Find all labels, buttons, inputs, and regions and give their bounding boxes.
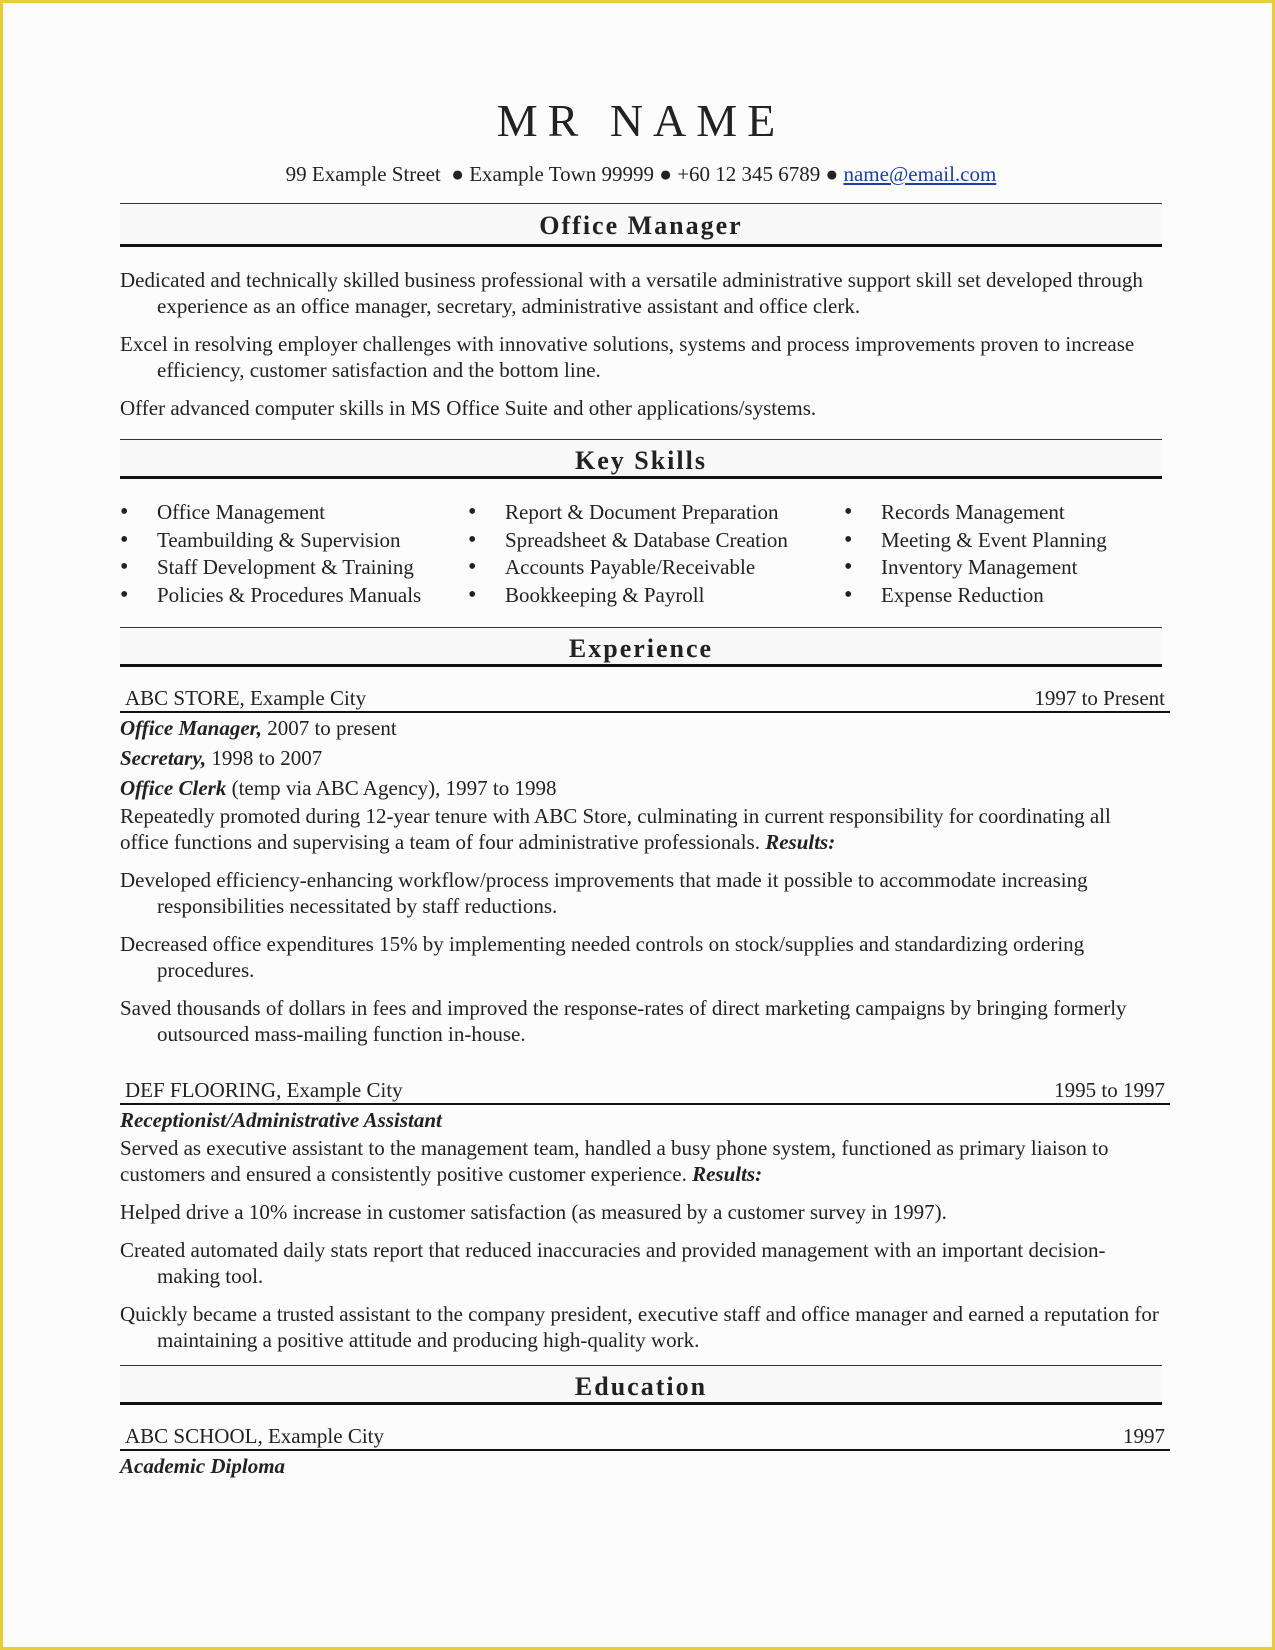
job-description: [120, 803, 1162, 855]
candidate-name: MR NAME: [496, 95, 786, 146]
job-header: [120, 1077, 1170, 1105]
section-heading-title: Office Manager: [120, 203, 1162, 247]
skills-column: [844, 499, 1162, 609]
skill-item: • Records Management: [844, 499, 1162, 527]
result-item: Created automated daily stats report that reduced inaccuracies and provided management with an important decision-making tool.: [120, 1238, 1106, 1288]
role-line: [120, 743, 1162, 773]
degree-title: Academic Diploma: [120, 1454, 286, 1478]
skill-item: • Staff Development & Training: [120, 554, 468, 582]
summary-paragraph: Dedicated and technically skilled business professional with a versatile administrative support skill set developed through experience as an office manager, secretary, administrative assistant and office clerk.: [120, 268, 1143, 318]
contact-line: 99 Example Street ● Example Town 99999 ● +60 12 345 6789 ● name@email.com: [285, 162, 997, 186]
job-description-text: Served as executive assistant to the management team, handled a busy phone system, functioned as primary liaison to customers and ensured a consistently positive customer experience.: [120, 1136, 1109, 1186]
graduation-year: 1997: [1123, 1424, 1165, 1448]
job-dates: 1995 to 1997: [1054, 1078, 1165, 1102]
role-title: Secretary,: [120, 746, 207, 770]
skills-grid: [120, 499, 1162, 609]
role-title: Office Manager,: [120, 716, 262, 740]
education-header: [120, 1423, 1170, 1451]
job-description: [120, 1135, 1162, 1187]
email-link[interactable]: name@email.com: [843, 162, 997, 186]
summary-paragraph: Excel in resolving employer challenges with innovative solutions, systems and process improvements proven to increase efficiency, customer satisfaction and the bottom line.: [120, 332, 1135, 382]
result-item: Quickly became a trusted assistant to the company president, executive staff and office manager and earned a reputation for maintaining a positive attitude and producing high-quality work.: [120, 1302, 1159, 1352]
employer: ABC STORE, Example City: [125, 686, 367, 710]
results-label: Results:: [692, 1162, 763, 1186]
skill-item: • Policies & Procedures Manuals: [120, 582, 468, 610]
skills-column: [120, 499, 468, 609]
town: Example Town 99999: [469, 162, 654, 186]
role-detail: (temp via ABC Agency), 1997 to 1998: [226, 776, 557, 800]
job-dates: 1997 to Present: [1034, 686, 1165, 710]
school: ABC SCHOOL, Example City: [125, 1424, 385, 1448]
section-heading-education: Education: [120, 1365, 1162, 1405]
skill-item: • Accounts Payable/Receivable: [468, 554, 844, 582]
skill-item: • Teambuilding & Supervision: [120, 527, 468, 555]
role-title: Receptionist/Administrative Assistant: [120, 1108, 442, 1132]
section-heading-skills: Key Skills: [120, 439, 1162, 479]
education-entry: [120, 1423, 1165, 1481]
job-header: [120, 685, 1170, 713]
degree: [120, 1451, 1162, 1481]
skill-item: • Report & Document Preparation: [468, 499, 844, 527]
skill-item: • Spreadsheet & Database Creation: [468, 527, 844, 555]
role-detail: 2007 to present: [261, 716, 397, 740]
job-description-text: Repeatedly promoted during 12-year tenure with ABC Store, culminating in current responsibility for coordinating all office functions and supervising a team of four administrative professionals.: [120, 804, 1111, 854]
skill-item: • Meeting & Event Planning: [844, 527, 1162, 555]
skill-item: • Bookkeeping & Payroll: [468, 582, 844, 610]
summary: [120, 267, 1162, 421]
street-address: 99 Example Street: [285, 162, 441, 186]
results-label: Results:: [765, 830, 836, 854]
skills-column: [468, 499, 844, 609]
result-item: Saved thousands of dollars in fees and improved the response-rates of direct marketing campaigns by bringing formerly outsourced mass-mailing function in-house.: [120, 996, 1127, 1046]
job-entry: [120, 685, 1165, 1047]
result-item: Decreased office expenditures 15% by implementing needed controls on stock/supplies and standardizing ordering procedures.: [120, 932, 1085, 982]
skill-item: • Inventory Management: [844, 554, 1162, 582]
result-item: Helped drive a 10% increase in customer satisfaction (as measured by a customer survey in 1997).: [120, 1200, 947, 1224]
role-line: [120, 773, 1162, 803]
role-line: [120, 713, 1162, 743]
role-title: Office Clerk: [120, 776, 227, 800]
job-entry: [120, 1077, 1165, 1353]
role-detail: 1998 to 2007: [206, 746, 323, 770]
section-heading-experience: Experience: [120, 627, 1162, 667]
employer: DEF FLOORING, Example City: [125, 1078, 403, 1102]
phone: +60 12 345 6789: [677, 162, 821, 186]
skill-item: • Office Management: [120, 499, 468, 527]
result-item: Developed efficiency-enhancing workflow/process improvements that made it possible to accommodate increasing responsibilities necessitated by staff reductions.: [120, 868, 1088, 918]
role-line: [120, 1105, 1162, 1135]
summary-paragraph: Offer advanced computer skills in MS Office Suite and other applications/systems.: [120, 396, 817, 420]
skill-item: • Expense Reduction: [844, 582, 1162, 610]
resume-page: [120, 83, 1165, 1481]
